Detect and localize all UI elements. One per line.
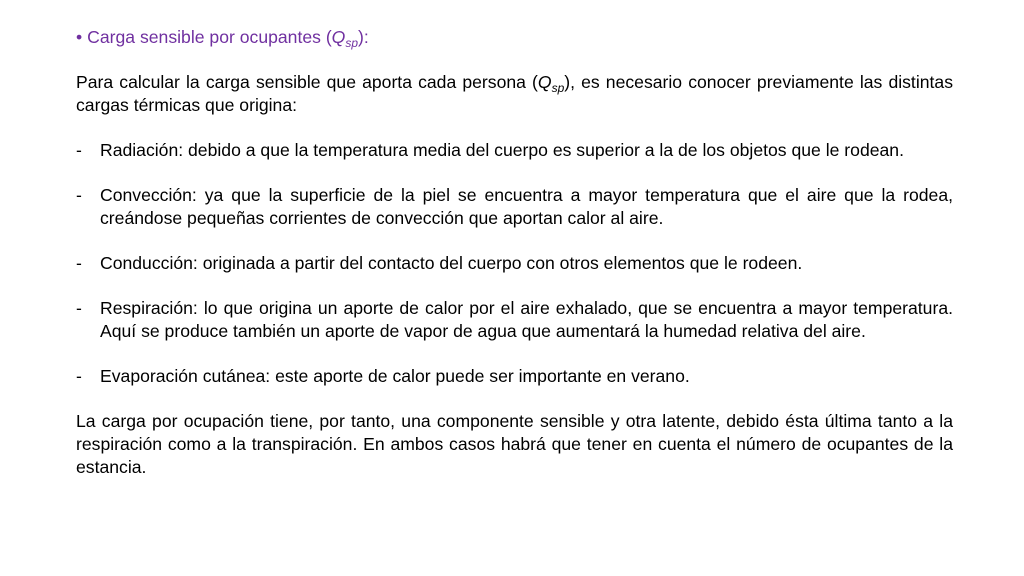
list-item-text: Radiación: debido a que la temperatura media del cuerpo es superior a la de los objetos que le rodean. xyxy=(100,140,904,160)
list-item-respiracion xyxy=(76,297,953,343)
list-item-conveccion xyxy=(76,184,953,230)
heat-load-list xyxy=(76,139,953,388)
closing-paragraph: La carga por ocupación tiene, por tanto, una componente sensible y otra latente, debido ésta última tanto a la respiración como a la transpiración. En ambos casos habrá que tener en cuenta el número de ocupantes de la estancia. xyxy=(76,411,953,477)
intro-symbol: Q xyxy=(537,72,552,92)
intro-paragraph xyxy=(76,71,953,117)
heading-bullet: • xyxy=(76,27,83,47)
heading-subscript: sp xyxy=(345,35,358,50)
list-item-conduccion xyxy=(76,252,953,275)
heading-close: ): xyxy=(357,27,369,47)
list-item-text: Convección: ya que la superficie de la piel se encuentra a mayor temperatura que el aire que la rodea, creándose pequeñas corrientes de convección que aportan calor al aire. xyxy=(100,185,953,228)
intro-before: Para calcular la carga sensible que aporta cada persona ( xyxy=(76,72,538,92)
list-dash: - xyxy=(76,366,82,386)
heading-symbol: Q xyxy=(331,27,346,47)
list-item-text: Respiración: lo que origina un aporte de calor por el aire exhalado, que se encuentra a mayor temperatura. Aquí se produce también un aporte de vapor de agua que aumentará la humedad relativa del aire. xyxy=(100,298,953,341)
list-dash: - xyxy=(76,253,82,273)
list-item-text: Evaporación cutánea: este aporte de calor puede ser importante en verano. xyxy=(100,366,690,386)
list-dash: - xyxy=(76,185,82,205)
list-item-text: Conducción: originada a partir del contacto del cuerpo con otros elementos que le rodeen. xyxy=(100,253,803,273)
list-item-evaporacion xyxy=(76,365,953,388)
list-dash: - xyxy=(76,298,82,318)
section-heading xyxy=(76,26,953,49)
slide-content xyxy=(76,26,953,479)
list-dash: - xyxy=(76,140,82,160)
list-item-radiacion xyxy=(76,139,953,162)
intro-subscript: sp xyxy=(551,80,565,95)
intro-after: ), es necesario conocer previamente las distintas cargas térmicas que origina: xyxy=(76,72,953,115)
heading-text: Carga sensible por ocupantes ( xyxy=(87,27,332,47)
